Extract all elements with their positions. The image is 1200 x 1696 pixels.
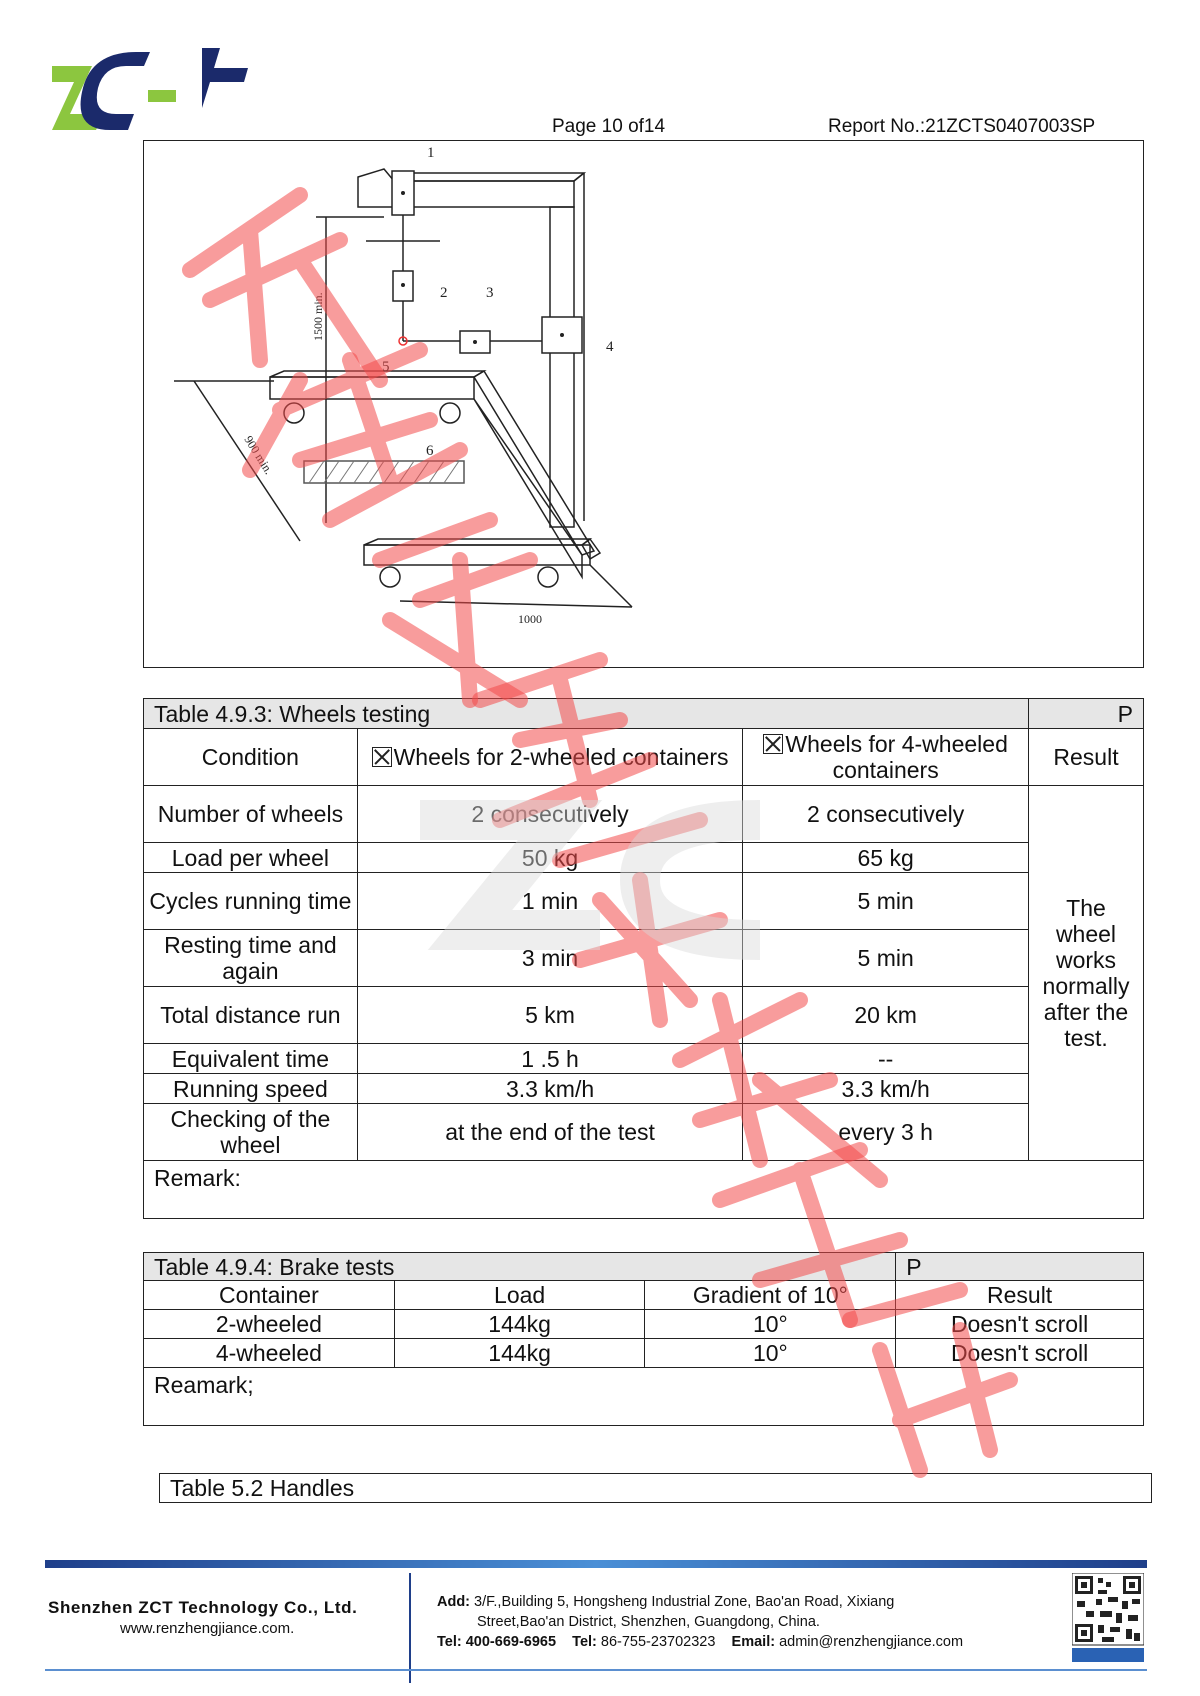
column-header: Wheels for 4-wheeled containers <box>743 729 1029 786</box>
table-cell: Running speed <box>144 1074 358 1104</box>
column-header: Container <box>144 1281 395 1310</box>
checked-box-icon <box>372 747 392 767</box>
table-title: Table 4.9.4: Brake tests <box>144 1253 896 1281</box>
table-cell: every 3 h <box>743 1104 1029 1161</box>
footer-bar <box>45 1560 1147 1568</box>
table-cell: 65 kg <box>743 843 1029 873</box>
footer-divider <box>409 1573 411 1683</box>
contact-block: Add: 3/F.,Building 5, Hongsheng Industrial Zone, Bao'an Road, Xixiang Street,Bao'an District, Shenzhen, Guangdong, China. Tel: 400-669-6965 Tel: 86-755-23702323 Email: admin@renzhengjiance.com <box>437 1594 964 1650</box>
figure-label-6: 6 <box>426 443 434 459</box>
dimension-width: 1000 <box>518 612 542 626</box>
column-header: Load <box>394 1281 645 1310</box>
table-cell: 2 consecutively <box>357 786 743 843</box>
footer-underline <box>45 1669 1147 1671</box>
table-cell: -- <box>743 1044 1029 1074</box>
column-header: Result <box>896 1281 1144 1310</box>
figure-label-4: 4 <box>606 339 614 355</box>
verdict: P <box>1029 699 1144 729</box>
table-cell: 4-wheeled <box>144 1339 395 1368</box>
test-rig-figure <box>143 140 1144 668</box>
remark: Remark: <box>144 1161 1144 1219</box>
table-cell: 3.3 km/h <box>357 1074 743 1104</box>
company-name: Shenzhen ZCT Technology Co., Ltd. <box>48 1598 358 1617</box>
table-cell: Checking of the wheel <box>144 1104 358 1161</box>
wheels-testing-table <box>143 698 1144 1219</box>
figure-label-5: 5 <box>382 359 390 375</box>
table-title: Table 4.9.3: Wheels testing <box>144 699 1029 729</box>
table-cell: 5 min <box>743 873 1029 930</box>
table-cell: Number of wheels <box>144 786 358 843</box>
table-cell: 3 min <box>357 930 743 987</box>
dimension-depth: 900 min. <box>241 433 276 477</box>
table-cell: 2-wheeled <box>144 1310 395 1339</box>
table-cell: Doesn't scroll <box>896 1339 1144 1368</box>
logo-text: ZC-t <box>52 48 54 49</box>
figure-label-1: 1 <box>427 145 435 161</box>
table-cell: Doesn't scroll <box>896 1310 1144 1339</box>
dimension-height: 1500 min. <box>311 292 325 341</box>
figure-label-2: 2 <box>440 285 448 301</box>
table-cell: 20 km <box>743 987 1029 1044</box>
table-cell: 5 km <box>357 987 743 1044</box>
table-cell: Load per wheel <box>144 843 358 873</box>
figure-label-3: 3 <box>486 285 494 301</box>
table-cell: 2 consecutively <box>743 786 1029 843</box>
table-cell: at the end of the test <box>357 1104 743 1161</box>
table-cell: Equivalent time <box>144 1044 358 1074</box>
column-header: Condition <box>144 729 358 786</box>
remark: Reamark; <box>144 1368 1144 1426</box>
table-cell: 3.3 km/h <box>743 1074 1029 1104</box>
column-header: Gradient of 10° <box>645 1281 896 1310</box>
column-header: Result <box>1029 729 1144 786</box>
table-cell: 144kg <box>394 1310 645 1339</box>
page-number: Page 10 of14 <box>552 116 666 137</box>
brake-tests-table <box>143 1252 1144 1426</box>
checked-box-icon <box>763 734 783 754</box>
table-cell: 10° <box>645 1339 896 1368</box>
wheel-test-rig-drawing <box>144 141 1145 669</box>
table-cell: 10° <box>645 1310 896 1339</box>
report-number: Report No.:21ZCTS0407003SP <box>828 116 1096 137</box>
column-header: Wheels for 2-wheeled containers <box>357 729 743 786</box>
company-website: www.renzhengjiance.com. <box>120 1620 295 1637</box>
table-cell: Cycles running time <box>144 873 358 930</box>
table-cell: 144kg <box>394 1339 645 1368</box>
verdict: P <box>896 1253 1144 1281</box>
zct-logo <box>52 48 267 134</box>
table-cell: 5 min <box>743 930 1029 987</box>
qr-code-icon <box>1072 1573 1144 1665</box>
table-cell: 1 min <box>357 873 743 930</box>
result-cell: The wheel works normally after the test. <box>1029 786 1144 1161</box>
table-cell: 1 .5 h <box>357 1044 743 1074</box>
table-cell: Total distance run <box>144 987 358 1044</box>
table-cell: 50 kg <box>357 843 743 873</box>
handles-table-title: Table 5.2 Handles <box>159 1473 1152 1503</box>
table-cell: Resting time and again <box>144 930 358 987</box>
